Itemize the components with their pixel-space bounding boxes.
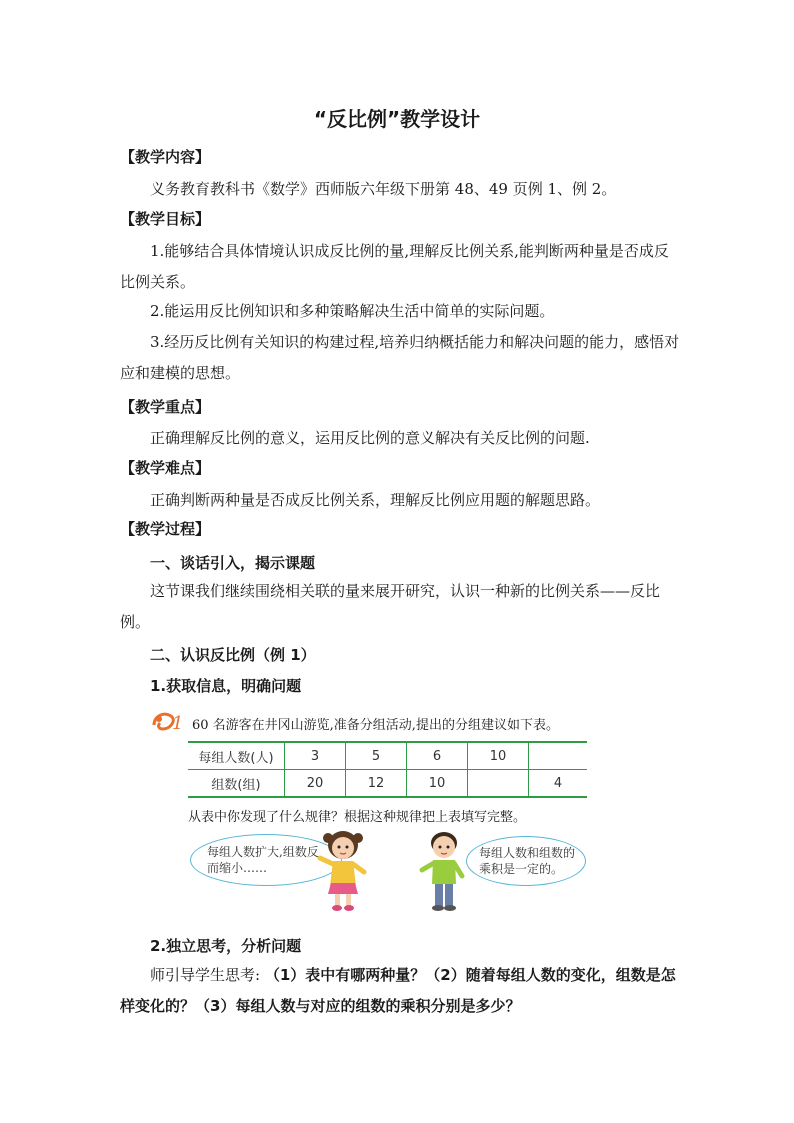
table-cell: 6 xyxy=(407,742,468,770)
table-cell: 20 xyxy=(285,770,346,798)
sub2-questions: （1）表中有哪两种量？（2）随着每组人数的变化，组数是怎样变化的？（3）每组人数与对应的组数的乘积分别是多少？ xyxy=(120,966,676,1015)
key-points-text: 正确理解反比例的意义，运用反比例的意义解决有关反比例的问题. xyxy=(150,429,590,447)
goal-item-2: 2.能运用反比例知识和多种策略解决生活中简单的实际问题。 xyxy=(150,302,555,320)
table-row-label: 组数(组) xyxy=(188,770,285,798)
section-heading-content: 【教学内容】 xyxy=(120,148,211,166)
sub2-title: 2.独立思考，分析问题 xyxy=(150,937,302,955)
section-heading-key-points: 【教学重点】 xyxy=(120,398,211,416)
girl-bubble-line-1: 每组人数扩大,组数反 xyxy=(207,845,319,859)
boy-bubble-line-2: 乘积是一定的。 xyxy=(479,862,564,876)
section-heading-goals: 【教学目标】 xyxy=(120,210,211,228)
difficulties-text: 正确判断两种量是否成反比例关系，理解反比例应用题的解题思路。 xyxy=(150,491,601,509)
table-cell: 4 xyxy=(529,770,588,798)
example-question: 从表中你发现了什么规律？根据这种规律把上表填写完整。 xyxy=(188,810,527,825)
svg-text:1: 1 xyxy=(172,713,184,734)
step1-text: 这节课我们继续围绕相关联的量来展开研究，认识一种新的比例关系——反比例。 xyxy=(120,582,661,631)
table-cell: 10 xyxy=(407,770,468,798)
girl-bubble-line-2: 而缩小…… xyxy=(207,861,268,875)
sub2-text xyxy=(120,960,680,1022)
step2-title: 二、认识反比例（例 1） xyxy=(150,646,316,664)
table-cell xyxy=(468,770,529,798)
boy-speech-bubble xyxy=(466,836,586,886)
example-1-icon xyxy=(150,707,188,735)
table-row xyxy=(188,770,587,798)
section-heading-process: 【教学过程】 xyxy=(120,520,211,538)
sub2-text-prefix: 师引导学生思考: xyxy=(150,966,265,984)
goal-item-3: 3.经历反比例有关知识的构建过程,培养归纳概括能力和解决问题的能力，感悟对应和建模的思想。 xyxy=(120,333,680,382)
table-row xyxy=(188,742,587,770)
table-cell: 10 xyxy=(468,742,529,770)
boy-illustration xyxy=(416,828,472,914)
girl-illustration xyxy=(312,828,374,914)
table-cell xyxy=(529,742,588,770)
document-title: “反比例”教学设计 xyxy=(313,107,481,131)
content-text: 义务教育教科书《数学》西师版六年级下册第 48、49 页例 1、例 2。 xyxy=(150,180,617,198)
step1-title: 一、谈话引入，揭示课题 xyxy=(150,554,316,572)
example-intro: 60 名游客在井冈山游览,准备分组活动,提出的分组建议如下表。 xyxy=(192,718,559,733)
table-row-label: 每组人数(人) xyxy=(188,742,285,770)
table-cell: 5 xyxy=(346,742,407,770)
goal-item-1: 1.能够结合具体情境认识成反比例的量,理解反比例关系,能判断两种量是否成反比例关系。 xyxy=(120,242,669,291)
table-cell: 12 xyxy=(346,770,407,798)
table-cell: 3 xyxy=(285,742,346,770)
boy-bubble-line-1: 每组人数和组数的 xyxy=(479,846,576,860)
sub1-title: 1.获取信息，明确问题 xyxy=(150,677,302,695)
grouping-table xyxy=(188,741,587,798)
section-heading-difficulties: 【教学难点】 xyxy=(120,459,211,477)
